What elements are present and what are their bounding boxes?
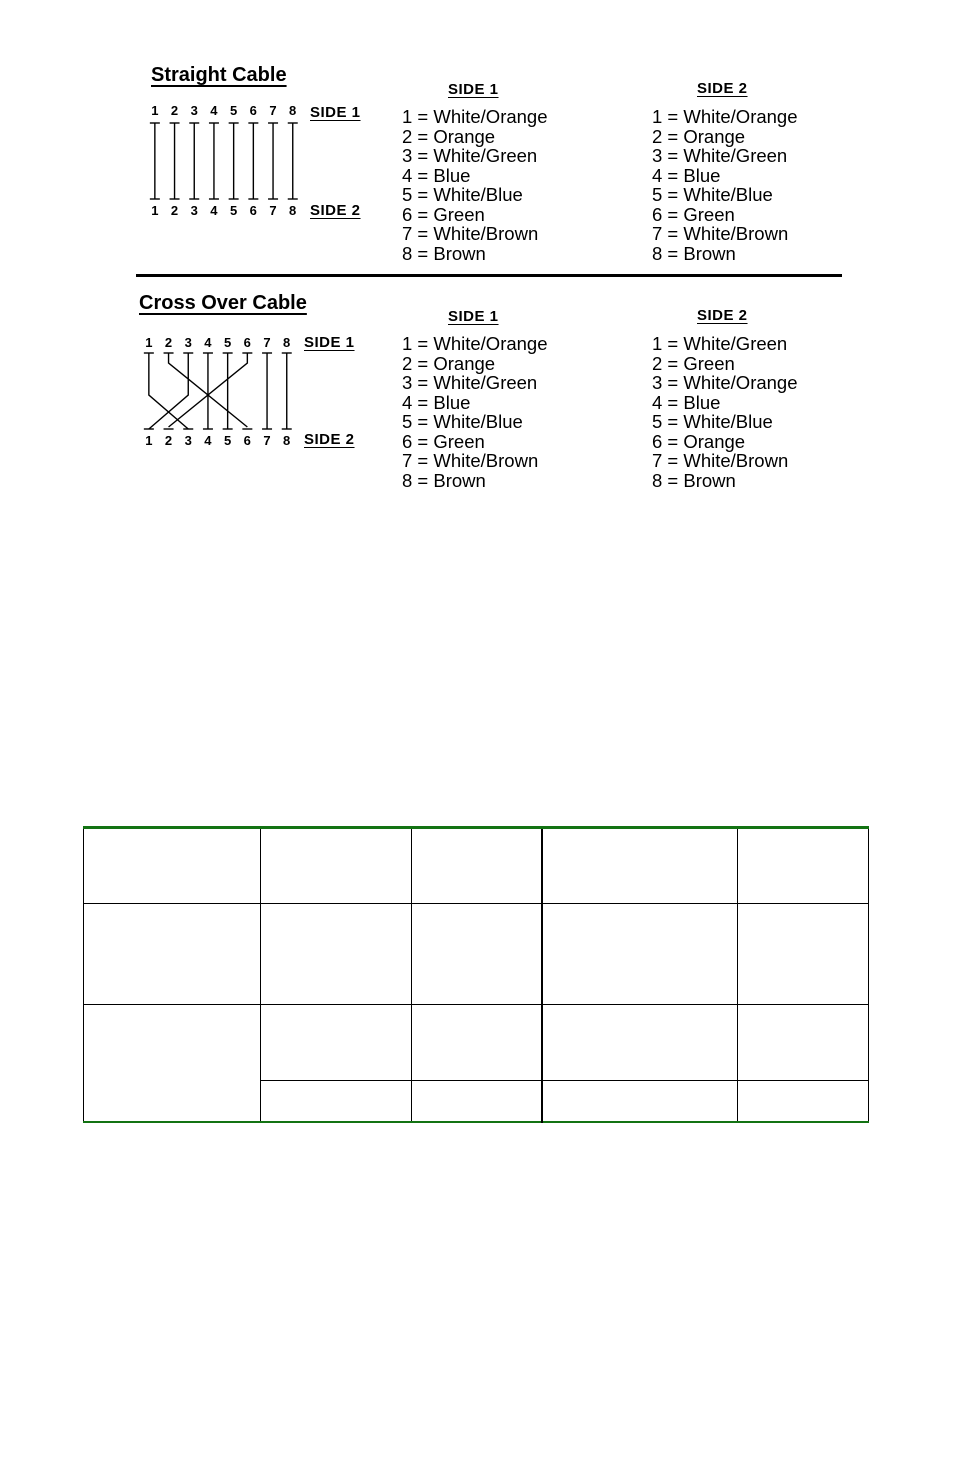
crossover-side1-label: SIDE 1 (304, 334, 355, 351)
spec-table (83, 826, 869, 1123)
table-cell (738, 904, 869, 1005)
list-item: 2 = Green (652, 352, 735, 374)
pin-number: 1 (151, 203, 159, 218)
list-item: 4 = Blue (402, 164, 471, 186)
pin-number: 5 (223, 433, 232, 448)
list-item: 3 = White/Green (652, 145, 788, 166)
list-item: 5 = White/Blue (652, 411, 773, 432)
pin-number: 2 (170, 203, 179, 218)
crossover-side1-header: SIDE 1 (448, 308, 499, 325)
pin-number: 5 (229, 103, 238, 118)
pin-number: 8 (289, 203, 297, 218)
pin-number: 4 (210, 203, 218, 218)
list-item: 8 = Brown (652, 469, 736, 491)
pin-number: 2 (170, 103, 179, 118)
pin-number: 7 (269, 103, 277, 118)
pin-number: 6 (249, 203, 257, 218)
crossover-side2-pins (139, 433, 297, 448)
table-cell (84, 904, 261, 1005)
list-item: 6 = Green (652, 203, 735, 225)
table-cell (542, 828, 738, 904)
crossover-side2-list (652, 334, 798, 490)
list-item: 1 = White/Orange (402, 333, 548, 354)
pin-number: 5 (229, 203, 238, 218)
table-cell (738, 828, 869, 904)
list-item: 6 = Orange (652, 430, 746, 452)
pin-number: 4 (204, 335, 212, 350)
pin-number: 4 (204, 433, 212, 448)
table-cell (738, 1005, 869, 1081)
pin-number: 3 (184, 433, 192, 448)
table-cell (261, 828, 412, 904)
pin-number: 1 (145, 433, 153, 448)
table-cell (412, 828, 542, 904)
straight-side2-pins (145, 203, 303, 218)
table-cell (412, 1005, 542, 1081)
table-cell (84, 1005, 261, 1122)
table-cell (542, 1081, 738, 1122)
list-item: 5 = White/Blue (402, 411, 523, 432)
list-item: 3 = White/Orange (652, 372, 798, 393)
list-item: 6 = Green (402, 203, 485, 225)
list-item: 1 = White/Orange (652, 106, 798, 127)
list-item: 2 = Orange (652, 125, 746, 147)
table-cell (412, 1081, 542, 1122)
pin-number: 5 (223, 335, 232, 350)
pin-number: 6 (243, 335, 251, 350)
straight-wiring-diagram (145, 121, 305, 203)
list-item: 6 = Green (402, 430, 485, 452)
list-item: 8 = Brown (402, 469, 486, 491)
pin-number: 1 (145, 335, 153, 350)
crossover-side1-pins (139, 335, 297, 350)
list-item: 1 = White/Orange (402, 106, 548, 127)
table-cell (542, 1005, 738, 1081)
list-item: 7 = White/Brown (652, 223, 789, 244)
list-item: 5 = White/Blue (652, 184, 773, 205)
pin-number: 7 (263, 335, 271, 350)
crossover-side2-header: SIDE 2 (697, 307, 748, 324)
list-item: 1 = White/Green (652, 333, 788, 354)
straight-side2-label: SIDE 2 (310, 202, 361, 219)
crossover-wiring-diagram (139, 351, 299, 433)
straight-side2-header: SIDE 2 (697, 80, 748, 97)
list-item: 5 = White/Blue (402, 184, 523, 205)
table-cell (261, 904, 412, 1005)
pin-number: 3 (190, 103, 198, 118)
list-item: 8 = Brown (652, 242, 736, 264)
pin-number: 6 (243, 433, 251, 448)
pin-number: 8 (283, 433, 291, 448)
straight-side1-header: SIDE 1 (448, 81, 499, 98)
straight-side2-list (652, 107, 798, 263)
table-row (84, 828, 869, 904)
list-item: 4 = Blue (402, 391, 471, 413)
table-cell (542, 904, 738, 1005)
section-divider (136, 274, 842, 277)
pin-number: 7 (269, 203, 277, 218)
list-item: 3 = White/Green (402, 372, 538, 393)
pin-number: 4 (210, 103, 218, 118)
pin-number: 1 (151, 103, 159, 118)
table-cell (412, 904, 542, 1005)
straight-cable-title: Straight Cable (151, 64, 287, 86)
table-cell (738, 1081, 869, 1122)
crossover-side1-list (402, 334, 548, 490)
pin-number: 8 (283, 335, 291, 350)
pin-number: 8 (289, 103, 297, 118)
straight-side1-list (402, 107, 548, 263)
list-item: 4 = Blue (652, 164, 721, 186)
table-row (84, 904, 869, 1005)
table-row (84, 1005, 869, 1081)
wire-line (149, 353, 188, 429)
pin-number: 7 (263, 433, 271, 448)
list-item: 2 = Orange (402, 352, 496, 374)
table-cell (261, 1081, 412, 1122)
straight-side1-pins (145, 103, 303, 118)
list-item: 7 = White/Brown (652, 450, 789, 471)
pin-number: 2 (164, 433, 173, 448)
straight-side1-label: SIDE 1 (310, 104, 361, 121)
pin-number: 6 (249, 103, 257, 118)
crossover-cable-title: Cross Over Cable (139, 292, 307, 314)
pin-number: 3 (184, 335, 192, 350)
wire-line (149, 353, 188, 429)
crossover-side2-label: SIDE 2 (304, 431, 355, 448)
list-item: 4 = Blue (652, 391, 721, 413)
list-item: 7 = White/Brown (402, 223, 539, 244)
table-cell (261, 1005, 412, 1081)
list-item: 7 = White/Brown (402, 450, 539, 471)
pin-number: 3 (190, 203, 198, 218)
pin-number: 2 (164, 335, 173, 350)
table-cell (84, 828, 261, 904)
list-item: 8 = Brown (402, 242, 486, 264)
list-item: 2 = Orange (402, 125, 496, 147)
list-item: 3 = White/Green (402, 145, 538, 166)
